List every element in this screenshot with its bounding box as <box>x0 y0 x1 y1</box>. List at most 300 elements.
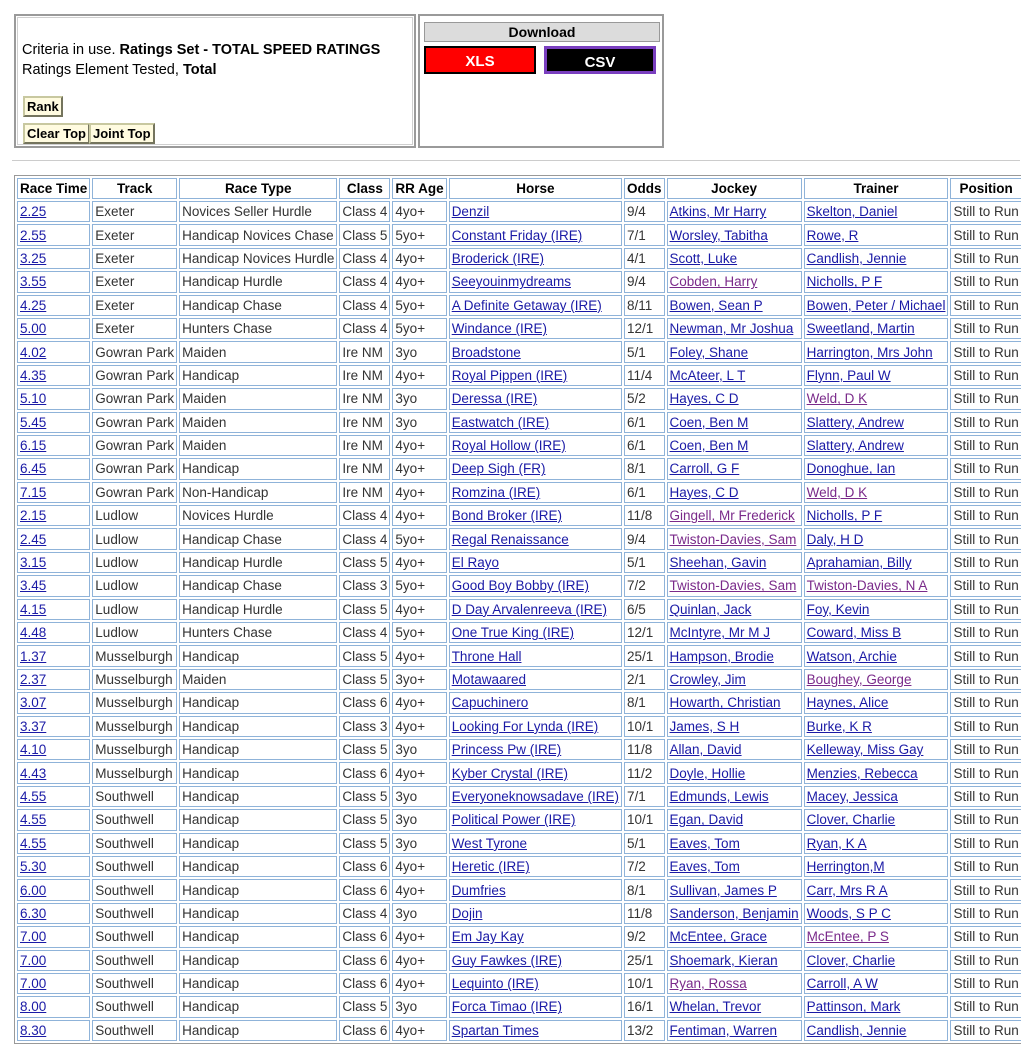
race-time-link[interactable]: 6.15 <box>20 438 47 454</box>
cell-trainer[interactable] <box>804 669 949 690</box>
cell-horse[interactable] <box>449 879 622 900</box>
cell-trainer[interactable] <box>804 856 949 877</box>
race-time-link[interactable]: 5.10 <box>20 391 47 407</box>
cell-race-time[interactable] <box>17 973 90 994</box>
race-time-link[interactable]: 7.00 <box>20 952 47 968</box>
cell-race-time[interactable] <box>17 528 90 549</box>
cell-trainer[interactable] <box>804 645 949 666</box>
race-time-link[interactable]: 5.30 <box>20 859 47 875</box>
cell-odds: 11/2 <box>624 762 665 783</box>
cell-race-time[interactable] <box>17 412 90 433</box>
race-time-link[interactable]: 3.55 <box>20 274 47 290</box>
jockey-link[interactable]: Ryan, Rossa <box>669 976 747 992</box>
jockey-link[interactable]: McAteer, L T <box>669 367 746 383</box>
cell-jockey[interactable] <box>667 879 802 900</box>
race-time-link[interactable]: 3.37 <box>20 718 47 734</box>
cell-horse[interactable] <box>449 388 622 409</box>
cell-trainer[interactable] <box>804 950 949 971</box>
jockey-link[interactable]: Atkins, Mr Harry <box>669 204 767 220</box>
race-time-link[interactable]: 7.15 <box>20 484 47 500</box>
cell-race-time[interactable] <box>17 248 90 269</box>
cell-trainer[interactable] <box>804 318 949 339</box>
jockey-link[interactable]: McIntyre, Mr M J <box>669 625 771 641</box>
jockey-link[interactable]: Twiston-Davies, Sam <box>669 531 797 547</box>
cell-trainer[interactable] <box>804 482 949 503</box>
cell-track: Gowran Park <box>92 388 177 409</box>
cell-horse[interactable] <box>449 762 622 783</box>
cell-jockey[interactable] <box>667 903 802 924</box>
horse-link[interactable]: Denzil <box>451 204 490 220</box>
cell-horse[interactable] <box>449 692 622 713</box>
cell-trainer[interactable] <box>804 341 949 362</box>
cell-trainer[interactable] <box>804 692 949 713</box>
trainer-link[interactable]: Coward, Miss B <box>806 625 902 641</box>
trainer-link[interactable]: Carr, Mrs R A <box>806 882 888 898</box>
horse-link[interactable]: Motawaared <box>451 672 526 687</box>
race-time-link[interactable]: 2.55 <box>20 227 47 243</box>
cell-horse[interactable] <box>449 833 622 854</box>
cell-horse[interactable] <box>449 505 622 526</box>
jockey-link[interactable]: Scott, Luke <box>669 250 738 266</box>
cell-jockey[interactable] <box>667 739 802 760</box>
cell-jockey[interactable] <box>667 950 802 971</box>
cell-jockey[interactable] <box>667 365 802 386</box>
cell-race-time[interactable] <box>17 903 90 924</box>
xls-download-button[interactable]: XLS <box>424 46 536 74</box>
race-time-link[interactable]: 4.43 <box>20 765 47 781</box>
cell-jockey[interactable] <box>667 973 802 994</box>
trainer-link[interactable]: Skelton, Daniel <box>806 204 898 220</box>
trainer-link[interactable]: Twiston-Davies, N A <box>806 578 928 594</box>
cell-position: Still to Run <box>950 388 1021 409</box>
horse-link[interactable]: One True King (IRE) <box>451 625 574 641</box>
cell-race-time[interactable] <box>17 552 90 573</box>
horse-link[interactable]: Capuchinero <box>451 695 529 711</box>
race-time-link[interactable]: 4.10 <box>20 742 47 758</box>
cell-horse[interactable] <box>449 786 622 807</box>
cell-position: Still to Run <box>950 365 1021 386</box>
cell-trainer[interactable] <box>804 739 949 760</box>
cell-horse[interactable] <box>449 528 622 549</box>
trainer-link[interactable]: Slattery, Andrew <box>806 438 904 454</box>
cell-trainer[interactable] <box>804 248 949 269</box>
horse-link[interactable]: A Definite Getaway (IRE) <box>451 297 602 313</box>
cell-jockey[interactable] <box>667 669 802 690</box>
cell-horse[interactable] <box>449 809 622 830</box>
horse-link[interactable]: Guy Fawkes (IRE) <box>451 952 562 968</box>
cell-trainer[interactable] <box>804 622 949 643</box>
cell-jockey[interactable] <box>667 528 802 549</box>
trainer-link[interactable]: Weld, D K <box>806 484 868 500</box>
jockey-link[interactable]: Whelan, Trevor <box>669 999 762 1015</box>
horse-link[interactable]: Deep Sigh (FR) <box>451 461 546 477</box>
cell-trainer[interactable] <box>804 996 949 1017</box>
joint-top-button[interactable]: Joint Top <box>89 123 155 144</box>
race-time-link[interactable]: 4.35 <box>20 367 47 383</box>
jockey-link[interactable]: Shoemark, Kieran <box>669 952 778 968</box>
trainer-link[interactable]: Kelleway, Miss Gay <box>806 742 924 758</box>
race-time-link[interactable]: 5.45 <box>20 414 47 430</box>
trainer-link[interactable]: Woods, S P C <box>806 905 891 921</box>
horse-link[interactable]: Seeyouinmydreams <box>451 274 571 290</box>
jockey-link[interactable]: Egan, David <box>669 812 744 828</box>
race-time-link[interactable]: 2.15 <box>20 508 47 524</box>
trainer-link[interactable]: Boughey, George <box>806 672 912 687</box>
trainer-link[interactable]: Sweetland, Martin <box>806 321 915 337</box>
jockey-link[interactable]: Allan, David <box>669 742 742 758</box>
cell-race-time[interactable] <box>17 833 90 854</box>
cell-trainer[interactable] <box>804 786 949 807</box>
cell-horse[interactable] <box>449 412 622 433</box>
jockey-link[interactable]: Foley, Shane <box>669 344 749 360</box>
race-time-link[interactable]: 8.30 <box>20 1022 47 1038</box>
jockey-link[interactable]: Eaves, Tom <box>669 859 740 875</box>
race-time-link[interactable]: 2.37 <box>20 672 47 687</box>
cell-jockey[interactable] <box>667 295 802 316</box>
cell-jockey[interactable] <box>667 786 802 807</box>
cell-jockey[interactable] <box>667 505 802 526</box>
jockey-link[interactable]: Quinlan, Jack <box>669 601 752 617</box>
cell-class: Class 5 <box>339 786 390 807</box>
trainer-link[interactable]: Clover, Charlie <box>806 952 896 968</box>
cell-trainer[interactable] <box>804 809 949 830</box>
jockey-link[interactable]: Bowen, Sean P <box>669 297 763 313</box>
cell-jockey[interactable] <box>667 224 802 245</box>
cell-jockey[interactable] <box>667 599 802 620</box>
trainer-link[interactable]: Candlish, Jennie <box>806 1022 907 1038</box>
horse-link[interactable]: Political Power (IRE) <box>451 812 576 828</box>
cell-trainer[interactable] <box>804 879 949 900</box>
cell-trainer[interactable] <box>804 295 949 316</box>
race-time-link[interactable]: 6.45 <box>20 461 47 477</box>
cell-race-time[interactable] <box>17 341 90 362</box>
horse-link[interactable]: Royal Hollow (IRE) <box>451 438 566 454</box>
race-time-link[interactable]: 4.15 <box>20 601 47 617</box>
cell-horse[interactable] <box>449 973 622 994</box>
cell-jockey[interactable] <box>667 482 802 503</box>
jockey-link[interactable]: Carroll, G F <box>669 461 740 477</box>
race-time-link[interactable]: 4.55 <box>20 835 47 851</box>
horse-link[interactable]: Lequinto (IRE) <box>451 976 539 992</box>
jockey-link[interactable]: Crowley, Jim <box>669 672 746 687</box>
cell-jockey[interactable] <box>667 318 802 339</box>
trainer-link[interactable]: Slattery, Andrew <box>806 414 904 430</box>
cell-race-time[interactable] <box>17 669 90 690</box>
trainer-link[interactable]: Menzies, Rebecca <box>806 765 918 781</box>
cell-jockey[interactable] <box>667 552 802 573</box>
cell-race-time[interactable] <box>17 388 90 409</box>
horse-link[interactable]: Broadstone <box>451 344 521 360</box>
jockey-link[interactable]: Worsley, Tabitha <box>669 227 768 243</box>
trainer-link[interactable]: Ryan, K A <box>806 835 867 851</box>
cell-trainer[interactable] <box>804 973 949 994</box>
cell-race-time[interactable] <box>17 879 90 900</box>
race-time-link[interactable]: 7.00 <box>20 976 47 992</box>
jockey-link[interactable]: Doyle, Hollie <box>669 765 746 781</box>
cell-horse[interactable] <box>449 271 622 292</box>
cell-trainer[interactable] <box>804 271 949 292</box>
cell-horse[interactable] <box>449 224 622 245</box>
cell-race-time[interactable] <box>17 809 90 830</box>
cell-horse[interactable] <box>449 295 622 316</box>
cell-horse[interactable] <box>449 996 622 1017</box>
cell-trainer[interactable] <box>804 435 949 456</box>
cell-trainer[interactable] <box>804 599 949 620</box>
race-time-link[interactable]: 2.25 <box>20 204 47 220</box>
cell-race-time[interactable] <box>17 739 90 760</box>
cell-trainer[interactable] <box>804 365 949 386</box>
jockey-link[interactable]: Newman, Mr Joshua <box>669 321 794 337</box>
cell-race-time[interactable] <box>17 224 90 245</box>
cell-jockey[interactable] <box>667 575 802 596</box>
top-panel <box>14 14 664 148</box>
horse-link[interactable]: Broderick (IRE) <box>451 250 544 266</box>
horse-link[interactable]: West Tyrone <box>451 835 527 851</box>
cell-horse[interactable] <box>449 248 622 269</box>
cell-race-time[interactable] <box>17 716 90 737</box>
cell-race-time[interactable] <box>17 271 90 292</box>
cell-jockey[interactable] <box>667 996 802 1017</box>
jockey-link[interactable]: James, S H <box>669 718 740 734</box>
race-time-link[interactable]: 5.00 <box>20 321 47 337</box>
trainer-link[interactable]: Nicholls, P F <box>806 508 883 524</box>
cell-race-time[interactable] <box>17 365 90 386</box>
horse-link[interactable]: Looking For Lynda (IRE) <box>451 718 599 734</box>
cell-horse[interactable] <box>449 341 622 362</box>
cell-race-time[interactable] <box>17 318 90 339</box>
cell-race-time[interactable] <box>17 201 90 222</box>
trainer-link[interactable]: Carroll, A W <box>806 976 878 992</box>
cell-race-time[interactable] <box>17 762 90 783</box>
cell-race-time[interactable] <box>17 856 90 877</box>
horse-link[interactable]: Royal Pippen (IRE) <box>451 367 568 383</box>
cell-jockey[interactable] <box>667 692 802 713</box>
cell-race-time[interactable] <box>17 435 90 456</box>
cell-horse[interactable] <box>449 458 622 479</box>
cell-trainer[interactable] <box>804 716 949 737</box>
trainer-link[interactable]: Rowe, R <box>806 227 859 243</box>
cell-jockey[interactable] <box>667 762 802 783</box>
horse-link[interactable]: Deressa (IRE) <box>451 391 538 407</box>
cell-horse[interactable] <box>449 716 622 737</box>
jockey-link[interactable]: Sanderson, Benjamin <box>669 905 799 921</box>
cell-horse[interactable] <box>449 645 622 666</box>
race-time-link[interactable]: 1.37 <box>20 648 47 664</box>
cell-horse[interactable] <box>449 622 622 643</box>
cell-trainer[interactable] <box>804 575 949 596</box>
horse-link[interactable]: Dojin <box>451 905 483 921</box>
cell-jockey[interactable] <box>667 248 802 269</box>
cell-jockey[interactable] <box>667 716 802 737</box>
race-time-link[interactable]: 3.25 <box>20 250 47 266</box>
csv-download-button[interactable]: CSV <box>544 46 656 74</box>
jockey-link[interactable]: Hampson, Brodie <box>669 648 774 664</box>
trainer-link[interactable]: Bowen, Peter / Michael <box>806 297 946 313</box>
horse-link[interactable]: Constant Friday (IRE) <box>451 227 583 243</box>
race-time-link[interactable]: 2.45 <box>20 531 47 547</box>
horse-link[interactable]: Windance (IRE) <box>451 321 547 337</box>
cell-race-time[interactable] <box>17 622 90 643</box>
cell-trainer[interactable] <box>804 552 949 573</box>
horse-link[interactable]: Bond Broker (IRE) <box>451 508 562 524</box>
race-time-link[interactable]: 4.25 <box>20 297 47 313</box>
horse-link[interactable]: Everyoneknowsadave (IRE) <box>451 788 620 804</box>
horse-link[interactable]: Dumfries <box>451 882 506 898</box>
race-time-link[interactable]: 4.55 <box>20 812 47 828</box>
cell-trainer[interactable] <box>804 528 949 549</box>
jockey-link[interactable]: McEntee, Grace <box>669 929 768 945</box>
cell-jockey[interactable] <box>667 201 802 222</box>
cell-race-time[interactable] <box>17 786 90 807</box>
horse-link[interactable]: Spartan Times <box>451 1022 539 1038</box>
trainer-link[interactable]: Flynn, Paul W <box>806 367 891 383</box>
cell-horse[interactable] <box>449 575 622 596</box>
jockey-link[interactable]: Sheehan, Gavin <box>669 555 767 571</box>
cell-jockey[interactable] <box>667 412 802 433</box>
cell-rr-age: 4yo+ <box>392 458 446 479</box>
horse-link[interactable]: Throne Hall <box>451 648 522 664</box>
cell-jockey[interactable] <box>667 833 802 854</box>
horse-link[interactable]: Kyber Crystal (IRE) <box>451 765 568 781</box>
cell-jockey[interactable] <box>667 809 802 830</box>
cell-trainer[interactable] <box>804 458 949 479</box>
cell-trainer[interactable] <box>804 762 949 783</box>
jockey-link[interactable]: Hayes, C D <box>669 391 739 407</box>
race-time-link[interactable]: 8.00 <box>20 999 47 1015</box>
cell-race-time[interactable] <box>17 575 90 596</box>
cell-trainer[interactable] <box>804 926 949 947</box>
cell-horse[interactable] <box>449 365 622 386</box>
cell-race-time[interactable] <box>17 996 90 1017</box>
horse-link[interactable]: Regal Renaissance <box>451 531 569 547</box>
trainer-link[interactable]: Harrington, Mrs John <box>806 344 933 360</box>
trainer-link[interactable]: Clover, Charlie <box>806 812 896 828</box>
cell-horse[interactable] <box>449 552 622 573</box>
jockey-link[interactable]: Eaves, Tom <box>669 835 740 851</box>
race-time-link[interactable]: 4.02 <box>20 344 47 360</box>
cell-horse[interactable] <box>449 435 622 456</box>
cell-trainer[interactable] <box>804 388 949 409</box>
cell-jockey[interactable] <box>667 856 802 877</box>
cell-race-time[interactable] <box>17 950 90 971</box>
jockey-link[interactable]: Coen, Ben M <box>669 438 749 454</box>
race-time-link[interactable]: 3.07 <box>20 695 47 711</box>
cell-horse[interactable] <box>449 318 622 339</box>
race-time-link[interactable]: 4.55 <box>20 788 47 804</box>
rank-button[interactable]: Rank <box>23 96 63 117</box>
cell-race-time[interactable] <box>17 692 90 713</box>
cell-trainer[interactable] <box>804 903 949 924</box>
cell-jockey[interactable] <box>667 435 802 456</box>
trainer-link[interactable]: McEntee, P S <box>806 929 889 945</box>
jockey-link[interactable]: Sullivan, James P <box>669 882 777 898</box>
cell-horse[interactable] <box>449 669 622 690</box>
race-time-link[interactable]: 6.00 <box>20 882 47 898</box>
cell-race-time[interactable] <box>17 599 90 620</box>
cell-race-time[interactable] <box>17 926 90 947</box>
table-row <box>17 341 1021 362</box>
cell-horse[interactable] <box>449 201 622 222</box>
horse-link[interactable]: Heretic (IRE) <box>451 859 530 875</box>
cell-trainer[interactable] <box>804 505 949 526</box>
horse-link[interactable]: Princess Pw (IRE) <box>451 742 562 758</box>
horse-link[interactable]: El Rayo <box>451 555 499 571</box>
cell-jockey[interactable] <box>667 458 802 479</box>
jockey-link[interactable]: Twiston-Davies, Sam <box>669 578 797 594</box>
cell-trainer[interactable] <box>804 412 949 433</box>
cell-trainer[interactable] <box>804 224 949 245</box>
jockey-link[interactable]: Coen, Ben M <box>669 414 749 430</box>
cell-jockey[interactable] <box>667 341 802 362</box>
race-time-link[interactable]: 3.15 <box>20 555 47 571</box>
trainer-link[interactable]: Pattinson, Mark <box>806 999 901 1015</box>
cell-trainer[interactable] <box>804 833 949 854</box>
cell-horse[interactable] <box>449 856 622 877</box>
horse-link[interactable]: Em Jay Kay <box>451 929 524 945</box>
clear-top-button[interactable]: Clear Top <box>23 123 90 144</box>
race-time-link[interactable]: 7.00 <box>20 929 47 945</box>
cell-race-type: Handicap <box>179 973 337 994</box>
cell-jockey[interactable] <box>667 271 802 292</box>
cell-horse[interactable] <box>449 482 622 503</box>
cell-race-time[interactable] <box>17 295 90 316</box>
trainer-link[interactable]: Candlish, Jennie <box>806 250 907 266</box>
jockey-link[interactable]: Edmunds, Lewis <box>669 788 769 804</box>
cell-horse[interactable] <box>449 739 622 760</box>
horse-link[interactable]: Good Boy Bobby (IRE) <box>451 578 590 594</box>
trainer-link[interactable]: Aprahamian, Billy <box>806 555 912 571</box>
cell-race-time[interactable] <box>17 645 90 666</box>
cell-race-time[interactable] <box>17 482 90 503</box>
horse-link[interactable]: D Day Arvalenreeva (IRE) <box>451 601 607 617</box>
cell-horse[interactable] <box>449 903 622 924</box>
cell-jockey[interactable] <box>667 622 802 643</box>
cell-race-time[interactable] <box>17 458 90 479</box>
trainer-link[interactable]: Haynes, Alice <box>806 695 889 711</box>
cell-trainer[interactable] <box>804 201 949 222</box>
trainer-link[interactable]: Daly, H D <box>806 531 864 547</box>
jockey-link[interactable]: Fentiman, Warren <box>669 1022 778 1038</box>
cell-horse[interactable] <box>449 950 622 971</box>
cell-jockey[interactable] <box>667 388 802 409</box>
horse-link[interactable]: Romzina (IRE) <box>451 484 541 500</box>
trainer-link[interactable]: Weld, D K <box>806 391 868 407</box>
trainer-link[interactable]: Macey, Jessica <box>806 788 898 804</box>
horse-link[interactable]: Forca Timao (IRE) <box>451 999 562 1015</box>
jockey-link[interactable]: Cobden, Harry <box>669 274 758 290</box>
jockey-link[interactable]: Hayes, C D <box>669 484 739 500</box>
cell-horse[interactable] <box>449 599 622 620</box>
table-row <box>17 412 1021 433</box>
trainer-link[interactable]: Foy, Kevin <box>806 601 870 617</box>
race-time-link[interactable]: 3.45 <box>20 578 47 594</box>
jockey-link[interactable]: Howarth, Christian <box>669 695 781 711</box>
trainer-link[interactable]: Burke, K R <box>806 718 872 734</box>
cell-horse[interactable] <box>449 926 622 947</box>
cell-odds: 6/1 <box>624 412 665 433</box>
cell-jockey[interactable] <box>667 926 802 947</box>
jockey-link[interactable]: Gingell, Mr Frederick <box>669 508 795 524</box>
race-time-link[interactable]: 4.48 <box>20 625 47 641</box>
cell-race-time[interactable] <box>17 505 90 526</box>
trainer-link[interactable]: Donoghue, Ian <box>806 461 896 477</box>
trainer-link[interactable]: Nicholls, P F <box>806 274 883 290</box>
horse-link[interactable]: Eastwatch (IRE) <box>451 414 550 430</box>
trainer-link[interactable]: Watson, Archie <box>806 648 897 664</box>
cell-jockey[interactable] <box>667 645 802 666</box>
race-time-link[interactable]: 6.30 <box>20 905 47 921</box>
trainer-link[interactable]: Herrington,M <box>806 859 885 875</box>
